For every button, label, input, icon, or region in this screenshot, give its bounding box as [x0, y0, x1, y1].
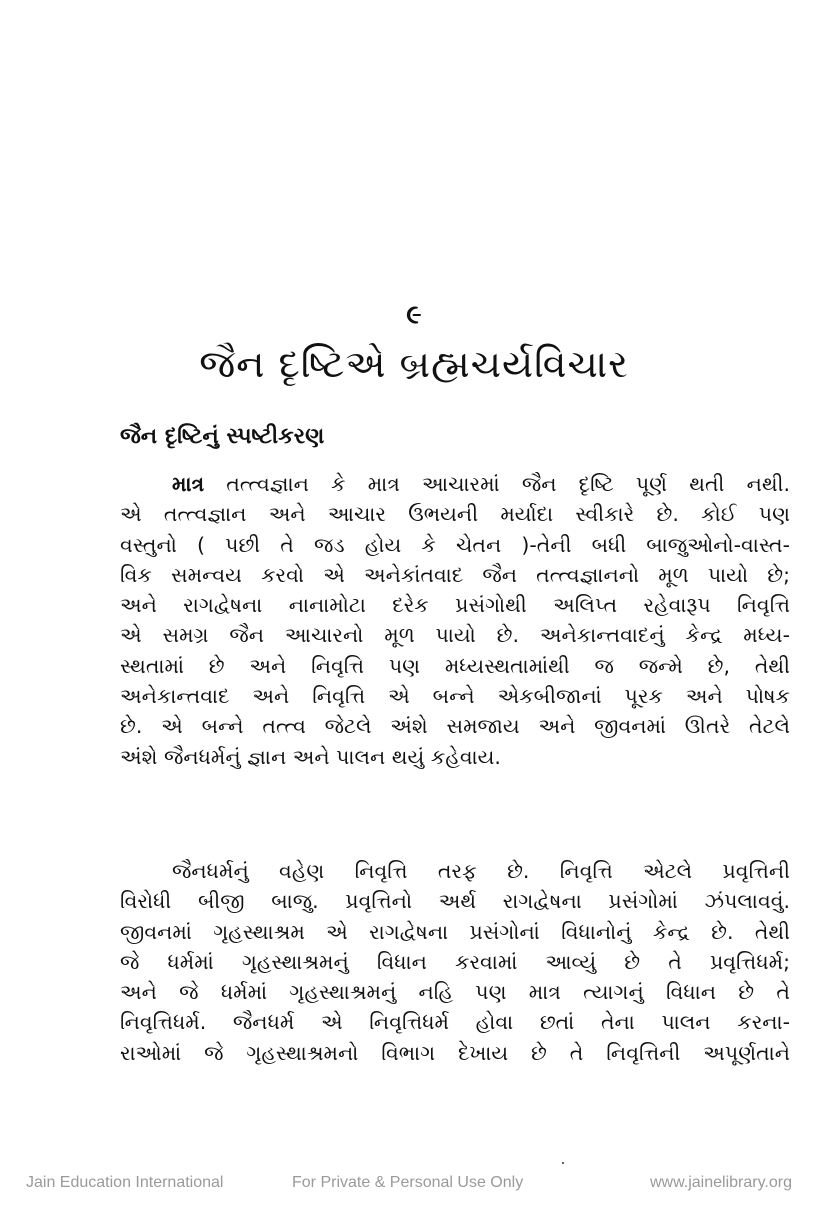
paragraph-line: માત્ર તત્ત્વજ્ઞાન કે માત્ર આચારમાં જૈન દૃષ્ટિ પૂર્ણ થતી નથી.	[172, 472, 790, 496]
paragraph-line: વિરોધી બીજી બાજુ. પ્રવૃત્તિનો અર્થ રાગદ્વેષના પ્રસંગોમાં ઝંપલાવવું.	[120, 889, 790, 914]
footer	[0, 1174, 828, 1198]
chapter-number: ૯	[406, 300, 422, 330]
paragraph-line: અને જે ધર્મમાં ગૃહસ્થાશ્રમનું નહિ પણ માત્ર ત્યાગનું વિધાન છે તે	[120, 980, 790, 1005]
paragraph-line: એ તત્ત્વજ્ઞાન અને આચાર ઉભયની મર્યાદા સ્વીકારે છે. કોઈ પણ	[120, 502, 790, 527]
chapter-title: જૈન દૃષ્ટિએ બ્રહ્મચર્યવિચાર	[199, 342, 629, 386]
footer-usage-note: For Private & Personal Use Only	[292, 1174, 524, 1191]
lead-word: માત્ર	[172, 472, 205, 496]
paragraph-2	[120, 856, 790, 1068]
paragraph-line: જે ધર્મમાં ગૃહસ્થાશ્રમનું વિધાન કરવામાં આવ્યું છે તે પ્રવૃત્તિધર્મ;	[120, 949, 790, 974]
paragraph-line: નિવૃત્તિધર્મ. જૈનધર્મ એ નિવૃત્તિધર્મ હોવા છતાં તેના પાલન કરના-	[120, 1010, 790, 1035]
scan-speck	[562, 1162, 564, 1164]
paragraph-line: અને રાગદ્વેષના નાનામોટા દરેક પ્રસંગોથી અલિપ્ત રહેવારૂપ નિવૃત્તિ	[120, 593, 790, 618]
paragraph-line: અનેકાન્તવાદ અને નિવૃત્તિ એ બન્ને એકબીજાનાં પૂરક અને પોષક	[120, 684, 790, 709]
footer-publisher: Jain Education International	[26, 1174, 224, 1191]
paragraph-line: રાઓમાં જે ગૃહસ્થાશ્રમનો વિભાગ દેખાય છે તે નિવૃત્તિની અપૂર્ણતાને	[120, 1040, 790, 1065]
paragraph-line: જૈનધર્મનું વહેણ નિવૃત્તિ તરફ છે. નિવૃત્તિ એટલે પ્રવૃત્તિની	[172, 859, 790, 883]
footer-website-link[interactable]: www.jainelibrary.org	[650, 1174, 792, 1191]
paragraph-line: વિક સમન્વય કરવો એ અનેકાંતવાદ જૈન તત્ત્વજ્ઞાનનો મૂળ પાયો છે;	[120, 562, 790, 587]
paragraph-line: અંશે જૈનધર્મનું જ્ઞાન અને પાલન થયું કહેવાય.	[120, 744, 501, 769]
paragraph-line: એ સમગ્ર જૈન આચારનો મૂળ પાયો છે. અનેકાન્તવાદનું કેન્દ્ર મધ્ય-	[120, 623, 790, 648]
paragraph-1	[120, 469, 790, 772]
paragraph-line: સ્થતામાં છે અને નિવૃત્તિ પણ મધ્યસ્થતામાંથી જ જન્મે છે, તેથી	[120, 653, 790, 678]
paragraph-line: વસ્તુનો ( પછી તે જડ હોય કે ચેતન )-તેની બધી બાજુઓનો-વાસ્ત-	[120, 532, 790, 557]
paragraph-line: જીવનમાં ગૃહસ્થાશ્રમ એ રાગદ્વેષના પ્રસંગોનાં વિધાનોનું કેન્દ્ર છે. તેથી	[120, 919, 790, 944]
section-heading: જૈન દૃષ્ટિનું સ્પષ્ટીકરણ	[120, 424, 325, 449]
paragraph-line: છે. એ બન્ને તત્ત્વ જેટલે અંશે સમજાય અને જીવનમાં ઊતરે તેટલે	[120, 714, 790, 739]
